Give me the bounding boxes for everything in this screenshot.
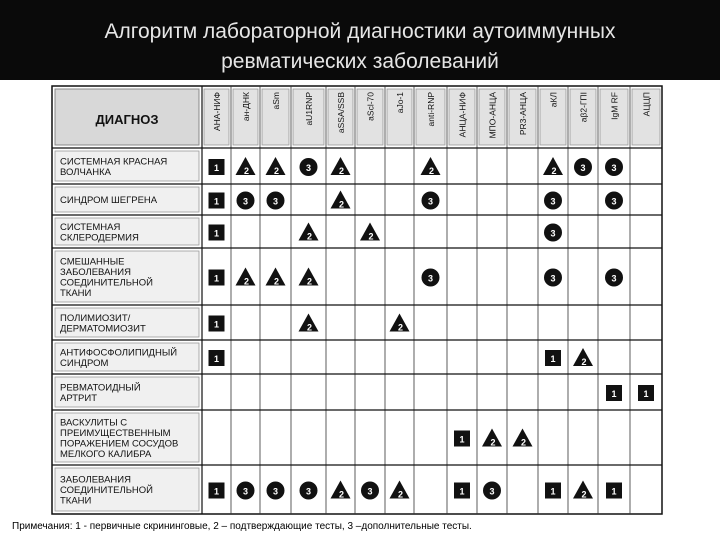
marker-value: 3 bbox=[272, 486, 279, 497]
marker-value: 1 bbox=[611, 486, 617, 497]
test-header-label: АЦЦП bbox=[641, 92, 652, 117]
test-header-label: anti-RNP bbox=[426, 92, 436, 127]
row-label-line: АНТИФОСФОЛИПИДНЫЙ bbox=[60, 347, 178, 359]
marker-value: 1 bbox=[643, 389, 649, 399]
marker-value: 2 bbox=[428, 166, 435, 176]
test-header-label: МПО-АНЦА bbox=[487, 92, 498, 139]
marker-value: 1 bbox=[213, 273, 220, 284]
marker-value: 1 bbox=[611, 389, 617, 399]
marker-value: 1 bbox=[213, 196, 220, 207]
marker-value: 1 bbox=[213, 163, 220, 173]
test-header-label: PR3-АНЦА bbox=[518, 92, 528, 136]
test-header-label: АНЦА-НИФ bbox=[457, 92, 468, 138]
row-label-line: СИНДРОМ ШЕГРЕНА bbox=[60, 195, 158, 206]
row-label-line: СИСТЕМНАЯ КРАСНАЯ bbox=[60, 156, 168, 168]
marker-value: 2 bbox=[338, 166, 345, 176]
marker-value: 3 bbox=[611, 273, 617, 284]
marker-value: 2 bbox=[306, 322, 313, 333]
row-label-line: ПОЛИМИОЗИТ/ bbox=[60, 312, 131, 324]
row-label-line: ПОРАЖЕНИЕМ СОСУДОВ bbox=[60, 438, 179, 450]
marker-value: 1 bbox=[213, 354, 220, 364]
marker-value: 3 bbox=[550, 228, 556, 239]
marker-value: 3 bbox=[305, 163, 312, 173]
page-title-line-2: ревматических заболеваний bbox=[221, 50, 499, 73]
test-header-label: aU1RNP bbox=[304, 92, 314, 126]
marker-value: 3 bbox=[580, 163, 586, 173]
marker-value: 3 bbox=[550, 273, 556, 284]
marker-value: 2 bbox=[338, 489, 345, 500]
marker-value: 3 bbox=[489, 486, 495, 497]
row-label-line: МЕЛКОГО КАЛИБРА bbox=[60, 448, 152, 460]
marker-value: 3 bbox=[272, 196, 279, 207]
marker-value: 3 bbox=[367, 486, 373, 497]
row-label-line: ТКАНИ bbox=[60, 287, 92, 299]
marker-value: 3 bbox=[550, 196, 556, 207]
marker-value: 2 bbox=[243, 166, 250, 176]
marker-value: 3 bbox=[305, 486, 312, 497]
row-label-line: ПРЕИМУЩЕСТВЕННЫМ bbox=[60, 427, 171, 439]
marker-value: 2 bbox=[273, 166, 280, 176]
marker-value: 1 bbox=[550, 486, 556, 497]
row-label-line: АРТРИТ bbox=[60, 392, 98, 404]
marker-value: 2 bbox=[368, 231, 374, 242]
row-label-line: СКЛЕРОДЕРМИЯ bbox=[60, 232, 139, 244]
marker-value: 2 bbox=[338, 199, 345, 210]
marker-value: 2 bbox=[306, 276, 313, 287]
row-label-line: РЕВМАТОИДНЫЙ bbox=[60, 382, 141, 394]
marker-value: 2 bbox=[306, 231, 313, 242]
test-header-label: ан-ДНК bbox=[241, 92, 251, 122]
marker-value: 2 bbox=[273, 276, 280, 287]
marker-value: 3 bbox=[242, 196, 249, 207]
marker-value: 2 bbox=[581, 489, 587, 500]
marker-value: 3 bbox=[611, 163, 617, 173]
marker-value: 2 bbox=[490, 437, 496, 448]
marker-value: 3 bbox=[427, 273, 434, 284]
row-label-line: ВОЛЧАНКА bbox=[60, 166, 111, 178]
marker-value: 2 bbox=[243, 276, 250, 287]
row-label-line: ДЕРМАТОМИОЗИТ bbox=[60, 323, 146, 335]
row-label-line: ВАСКУЛИТЫ С bbox=[60, 417, 128, 429]
marker-value: 1 bbox=[213, 486, 220, 497]
row-label-line: СИСТЕМНАЯ bbox=[60, 221, 121, 233]
marker-value: 1 bbox=[213, 319, 220, 330]
row-label-line: СОЕДИНИТЕЛЬНОЙ bbox=[60, 485, 154, 496]
marker-value: 3 bbox=[427, 196, 434, 207]
test-header-label: aJo-1 bbox=[395, 92, 405, 114]
marker-value: 1 bbox=[459, 434, 465, 445]
marker-value: 2 bbox=[581, 357, 587, 367]
test-header-label: АНА-НИФ bbox=[212, 92, 222, 132]
marker-value: 2 bbox=[397, 489, 404, 500]
test-header-label: аβ2-ГПI bbox=[578, 92, 589, 123]
marker-value: 3 bbox=[242, 486, 249, 497]
marker-value: 2 bbox=[397, 322, 404, 333]
marker-value: 1 bbox=[550, 354, 556, 364]
footnote: Примечания: 1 - первичные скрининговые, 2 – подтверждающие тесты, 3 –дополнительные тесты. bbox=[12, 521, 472, 532]
marker-value: 1 bbox=[213, 228, 220, 239]
test-header-label: аКЛ bbox=[548, 92, 559, 108]
row-label-line: ЗАБОЛЕВАНИЯ bbox=[60, 266, 131, 278]
marker-value: 3 bbox=[611, 196, 617, 207]
row-label-line: СИНДРОМ bbox=[60, 357, 109, 369]
marker-value: 2 bbox=[520, 437, 527, 448]
marker-value: 2 bbox=[551, 166, 557, 176]
page-title-line-1: Алгоритм лабораторной диагностики аутоиммунных bbox=[104, 20, 616, 43]
row-label-line: ЗАБОЛЕВАНИЯ bbox=[60, 474, 131, 486]
test-header-label: aScl-70 bbox=[365, 92, 376, 121]
row-label-line: ТКАНИ bbox=[60, 495, 92, 507]
test-header-label: aSm bbox=[271, 92, 281, 110]
diagnosis-header-text: ДИАГНОЗ bbox=[95, 112, 159, 127]
row-label-line: СОЕДИНИТЕЛЬНОЙ bbox=[60, 277, 154, 289]
row-label-line: СМЕШАННЫЕ bbox=[60, 256, 125, 268]
test-header-label: IgM RF bbox=[609, 92, 620, 120]
marker-value: 1 bbox=[459, 486, 465, 497]
test-header-label: aSSA/SSB bbox=[336, 92, 346, 134]
